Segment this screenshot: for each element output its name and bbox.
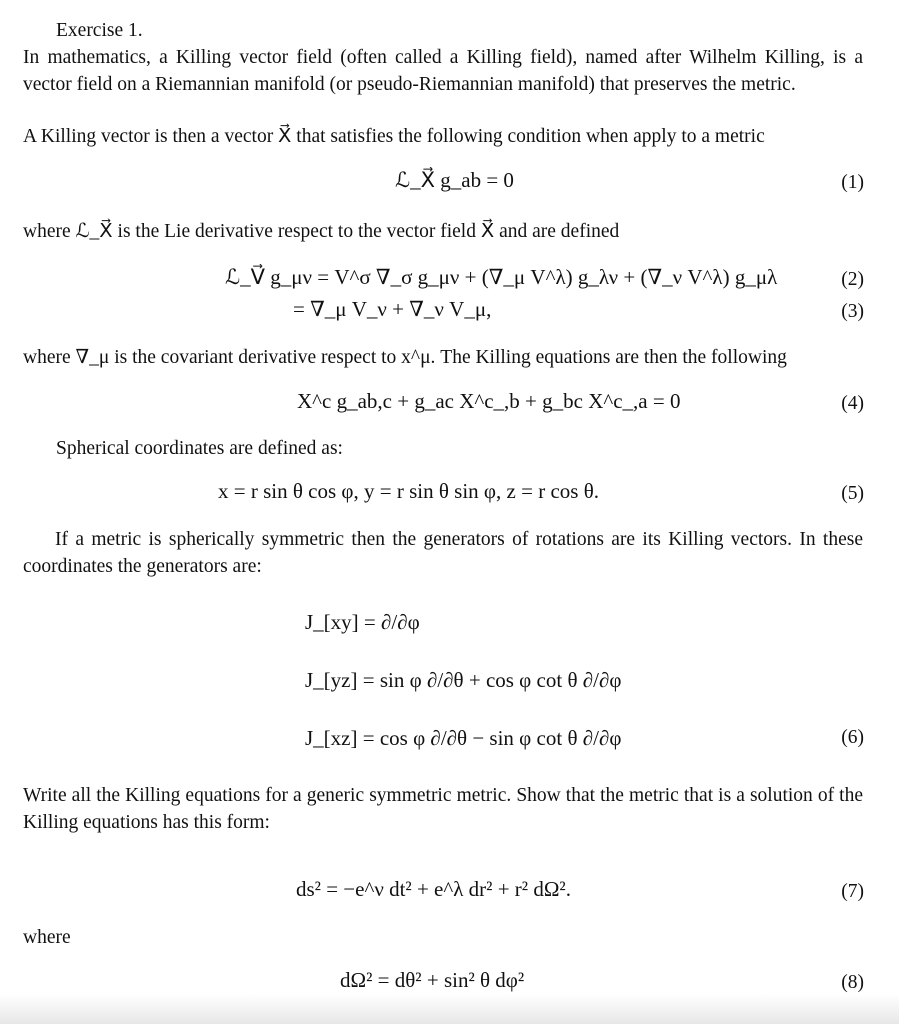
equation-7: ds² = −e^ν dt² + e^λ dr² + r² dΩ². (296, 877, 571, 901)
equation-6-line-2: J_[yz] = sin φ ∂/∂θ + cos φ cot θ ∂/∂φ (305, 668, 622, 692)
equation-1-number: (1) (841, 172, 864, 193)
generators-paragraph: If a metric is spherically symmetric then the generators of rotations are its Killing vectors. In these coordinates the generators are: (23, 529, 863, 577)
equation-3: = ∇_μ V_ν + ∇_ν V_μ, (293, 297, 492, 321)
covariant-paragraph: where ∇_μ is the covariant derivative respect to x^μ. The Killing equations are then the following (23, 347, 787, 368)
equation-3-number: (3) (841, 301, 864, 322)
equation-8: dΩ² = dθ² + sin² θ dφ² (340, 968, 525, 992)
where-label: where (23, 927, 71, 948)
intro-paragraph: In mathematics, a Killing vector field (often called a Killing field), named after Wilhelm Killing, is a vector field on a Riemannian manifold (or pseudo-Riemannian manifold) that preserves the metric. (23, 47, 863, 95)
equation-2-number: (2) (841, 269, 864, 290)
spherical-paragraph: Spherical coordinates are defined as: (56, 438, 343, 459)
equation-2: ℒ_V⃗ g_μν = V^σ ∇_σ g_μν + (∇_μ V^λ) g_λν + (∇_ν V^λ) g_μλ (225, 265, 778, 289)
exercise-heading: Exercise 1. (56, 20, 143, 41)
equation-6-line-1: J_[xy] = ∂/∂φ (305, 610, 420, 634)
equation-7-number: (7) (841, 881, 864, 902)
write-killing-paragraph: Write all the Killing equations for a generic symmetric metric. Show that the metric that is a solution of the Killing equations has this form: (23, 785, 863, 833)
equation-6-line-3: J_[xz] = cos φ ∂/∂θ − sin φ cot θ ∂/∂φ (305, 726, 622, 750)
equation-8-number: (8) (841, 972, 864, 993)
equation-5: x = r sin θ cos φ, y = r sin θ sin φ, z = r cos θ. (218, 479, 600, 503)
equation-4-number: (4) (841, 393, 864, 414)
killing-vector-paragraph: A Killing vector is then a vector X⃗ that satisfies the following condition when apply to a metric (23, 126, 765, 147)
equation-5-number: (5) (841, 483, 864, 504)
lie-derivative-paragraph: where ℒ_X⃗ is the Lie derivative respect to the vector field X⃗ and are defined (23, 221, 620, 242)
equation-6-number: (6) (841, 727, 864, 748)
equation-4: X^c g_ab,c + g_ac X^c_,b + g_bc X^c_,a = 0 (297, 389, 681, 413)
bottom-shadow (0, 994, 899, 1024)
equation-1: ℒ_X⃗ g_ab = 0 (395, 168, 514, 192)
